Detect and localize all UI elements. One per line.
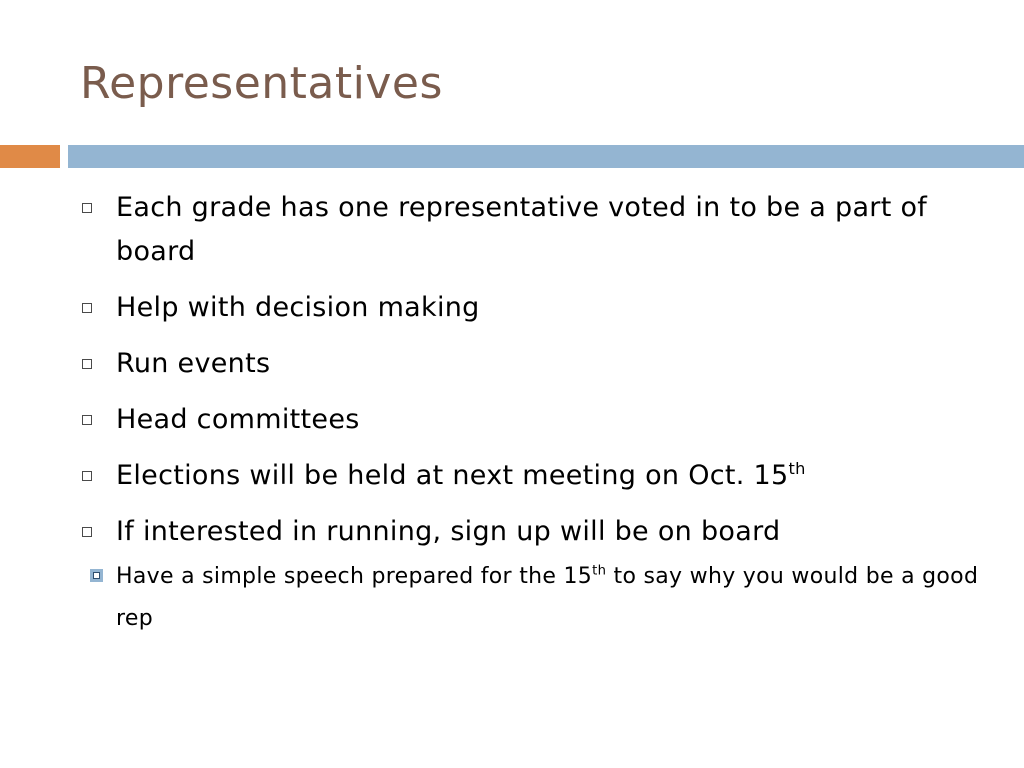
title-rule-main	[68, 145, 1024, 168]
list-item	[80, 510, 980, 554]
bullet-text: Elections will be held at next meeting on Oct. 15	[116, 460, 789, 491]
bullet-text: Head committees	[116, 404, 360, 435]
hollow-square-icon	[82, 527, 92, 537]
hollow-square-icon	[82, 303, 92, 313]
slide-title: Representatives	[80, 58, 443, 109]
bullet-text: Help with decision making	[116, 292, 480, 323]
hollow-square-icon	[82, 359, 92, 369]
list-item	[80, 398, 980, 442]
hollow-square-icon	[82, 415, 92, 425]
list-item	[80, 186, 980, 274]
list-item	[80, 454, 980, 498]
ordinal-suffix: th	[592, 563, 607, 579]
bullet-text: If interested in running, sign up will be on board	[116, 516, 781, 547]
sub-bullet-list	[80, 556, 980, 640]
bullet-text: Each grade has one representative voted in to be a part of board	[116, 192, 928, 267]
hollow-square-icon	[82, 203, 92, 213]
sub-list-item	[80, 556, 980, 640]
list-item	[80, 342, 980, 386]
sub-list-container	[80, 556, 980, 640]
ordinal-suffix: th	[788, 459, 806, 478]
sub-bullet-text-before: Have a simple speech prepared for the 15	[116, 564, 593, 589]
bullet-list	[80, 186, 980, 640]
hollow-square-icon	[82, 471, 92, 481]
list-item	[80, 286, 980, 330]
sub-bullet-text-after: to say why you would be a good rep	[116, 564, 979, 631]
filled-square-icon	[90, 569, 103, 582]
title-rule-accent	[0, 145, 60, 168]
bullet-text: Run events	[116, 348, 271, 379]
